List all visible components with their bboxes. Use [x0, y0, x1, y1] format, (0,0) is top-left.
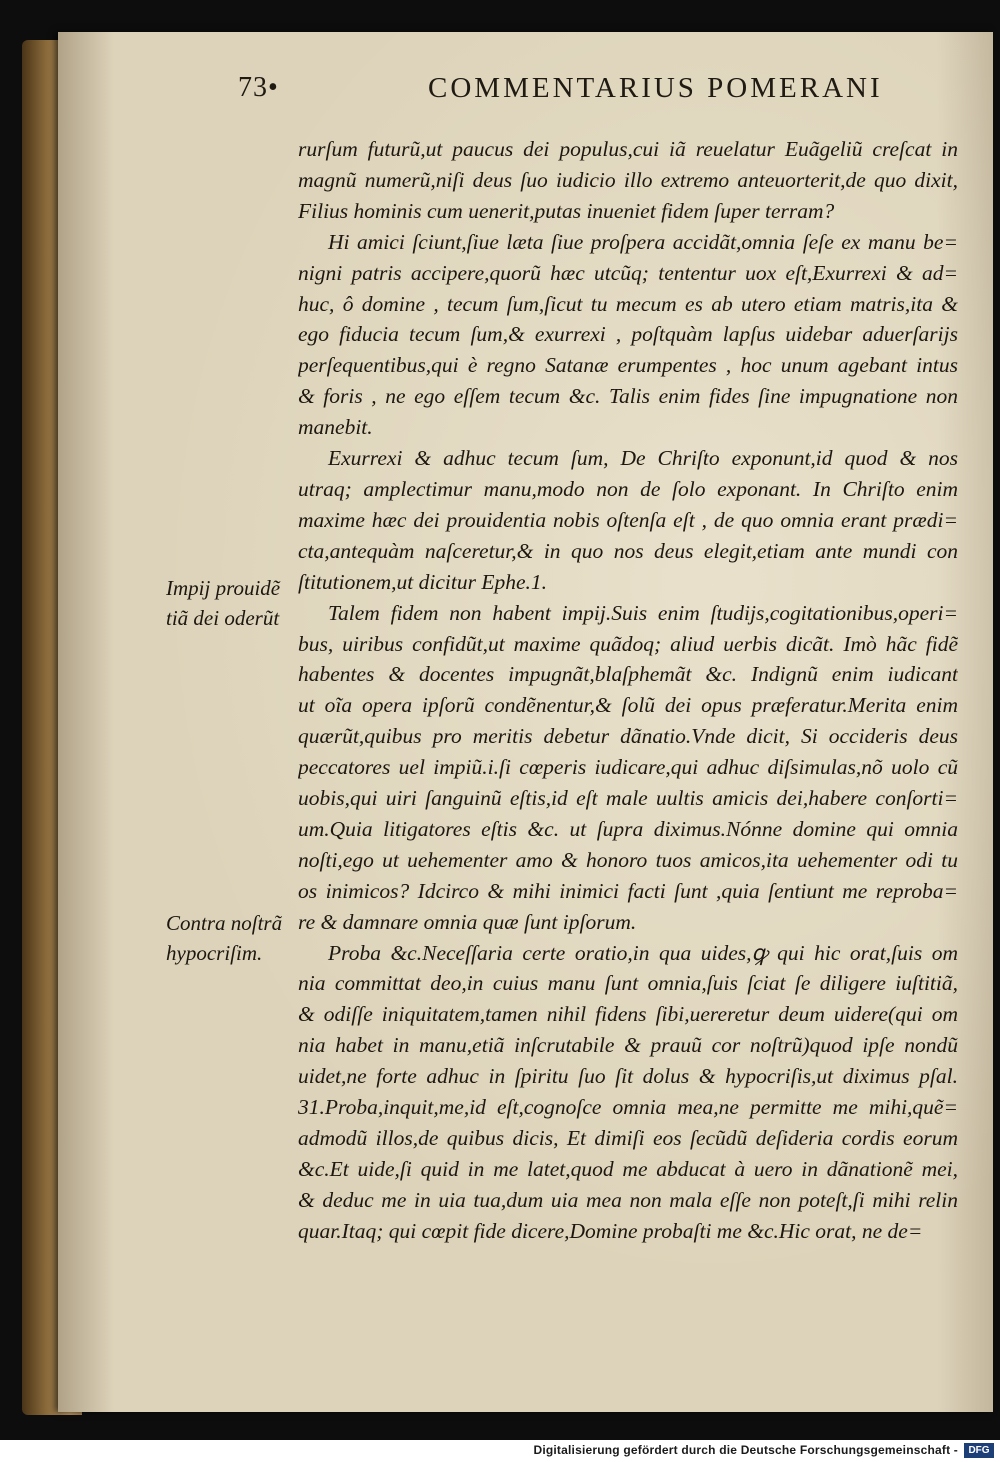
text-line: nia habet in manu,etiã inſcrutabile & prauũ cor noſtrũ)quod ipſe nondũ: [298, 1033, 958, 1058]
text-line: ego fiducia tecum ſum,& exurrexi , poſtquàm lapſus uidebar aduerſarijs: [298, 322, 958, 347]
text-line: Proba &c.Neceſſaria certe oratio,in qua uides,ꝙ qui hic orat,ſuis om: [328, 940, 958, 965]
margin-note-line: Contra noſtrã: [166, 911, 283, 935]
text-line: habentes & docentes impugnãt,blaſphemãt &c. Indignũ enim iudicant: [298, 662, 958, 687]
text-line: ſtitutionem,ut dicitur Ephe.1.: [298, 569, 548, 594]
text-line: & foris , ne ego eſſem tecum &c. Talis enim fides ſine impugnatione non: [298, 384, 958, 409]
text-line: nia committat deo,in cuius manu ſunt omnia,ſuis ſciat ſe diligere iuſtitiã,: [298, 971, 958, 996]
text-line: quærũt,quibus pro meritis debetur dãnatio.Vnde dicit, Si occideris deus: [298, 724, 958, 749]
text-line: peccatores uel impiũ.i.ſi cœperis iudicare,qui adhuc diſsimulas,nõ uolo cũ: [298, 755, 958, 780]
text-line: bus, uiribus confidũt,ut maxime quãdoq; aliud uerbis dicãt. Imò hãc fidẽ: [298, 631, 958, 656]
text-line: maxime hæc dei prouidentia nobis oſtenſa eſt , de quo omnia erant prædi=: [298, 507, 958, 532]
text-line: & odiſſe iniquitatem,tamen nihil fidens ſibi,uereretur deum uidere(qui om: [298, 1002, 958, 1027]
text-line: Exurrexi & adhuc tecum ſum, De Chriſto exponunt,id quod & nos: [328, 446, 958, 471]
paragraph: [298, 227, 958, 443]
body-text: [298, 134, 958, 1247]
text-line: huc, ô domine , tecum ſum,ſicut tu mecum es ab utero etiam matris,ita &: [298, 291, 958, 316]
text-line: utraq; amplectimur manu,modo non de ſolo exponant. In Chriſto enim: [298, 476, 958, 501]
margin-note-line: hypocriſim.: [166, 941, 263, 965]
text-line: uobis,qui uiri ſanguinũ eſtis,id eſt male uultis amicis dei,habere conſorti=: [298, 786, 958, 811]
text-line: re & damnare omnia quæ ſunt ipſorum.: [298, 909, 637, 934]
text-line: &c.Et uide,ſi quid in me latet,quod me abducat à uero in dãnationẽ mei,: [298, 1156, 958, 1181]
text-line: cta,antequàm naſceretur,& in quo nos deus elegit,etiam ante mundi con: [298, 538, 958, 563]
text-line: ut oĩa opera ipſorũ condẽnentur,& ſolũ dei opus præferatur.Merita enim: [298, 693, 958, 718]
text-line: os inimicos? Idcirco & mihi inimici facti ſunt ,quia ſentiunt me reproba=: [298, 878, 958, 903]
page-header: [238, 72, 928, 112]
text-line: perſequentibus,qui è regno Satanæ erumpentes , hoc unum agebant intus: [298, 353, 958, 378]
text-line: quar.Itaq; qui cœpit fide dicere,Domine probaſti me &c.Hic orat, ne de=: [298, 1218, 923, 1243]
text-line: Talem fidem non habent impij.Suis enim ſtudijs,cogitationibus,operi=: [328, 600, 958, 625]
text-line: Filius hominis cum uenerit,putas inueniet fidem ſuper terram?: [298, 198, 835, 223]
text-line: & deduc me in uia tua,dum uia mea non mala eſſe non poteſt,ſi mihi relin: [298, 1187, 958, 1212]
footer-credit: Digitalisierung gefördert durch die Deutsche Forschungsgemeinschaft -: [533, 1443, 958, 1457]
running-head: COMMENTARIUS POMERANI: [428, 72, 883, 104]
text-line: Hi amici ſciunt,ſiue læta ſiue proſpera accidãt,omnia ſeſe ex manu be=: [328, 229, 958, 254]
paragraph: [298, 443, 958, 598]
text-line: rurſum futurũ,ut paucus dei populus,cui iã reuelatur Euãgeliũ creſcat in: [298, 137, 958, 161]
text-line: nigni patris accipere,quorũ hæc utcũq; tententur uox eſt,Exurrexi & ad=: [298, 260, 958, 285]
margin-note-impii: [166, 573, 296, 633]
text-line: um.Quia litigatores eſtis &c. ut ſupra diximus.Nónne domine qui omnia: [298, 816, 958, 841]
page-number: 73•: [238, 72, 279, 103]
text-line: manebit.: [298, 415, 373, 440]
dfg-logo[interactable]: DFG: [964, 1443, 994, 1458]
text-line: admodũ illos,de quibus dicis, Et dimiſi eos ſecũdũ deſideria cordis eorum: [298, 1126, 958, 1150]
footer-bar: [0, 1440, 1000, 1462]
margin-note-contra: [166, 908, 296, 968]
paragraph: [298, 134, 958, 227]
paragraph: [298, 938, 958, 1247]
text-line: 31.Proba,inquit,me,id eſt,cognoſce omnia mea,ne permitte me mihi,quẽ=: [298, 1095, 958, 1120]
text-line: magnũ numerũ,niſi deus ſuo iudicio illo extremo anteuorterit,de quo dixit,: [298, 167, 958, 192]
text-line: noſti,ego ut uehementer amo & honoro tuos amicos,ita uehementer odi tu: [298, 847, 958, 872]
margin-note-line: Impij prouidẽ: [166, 576, 281, 600]
text-line: uidet,ne forte adhuc in ſpiritu ſuo ſit dolus & hypocriſis,ut diximus pſal.: [298, 1064, 958, 1089]
paragraph: [298, 598, 958, 938]
margin-note-line: tiã dei oderũt: [166, 606, 280, 630]
